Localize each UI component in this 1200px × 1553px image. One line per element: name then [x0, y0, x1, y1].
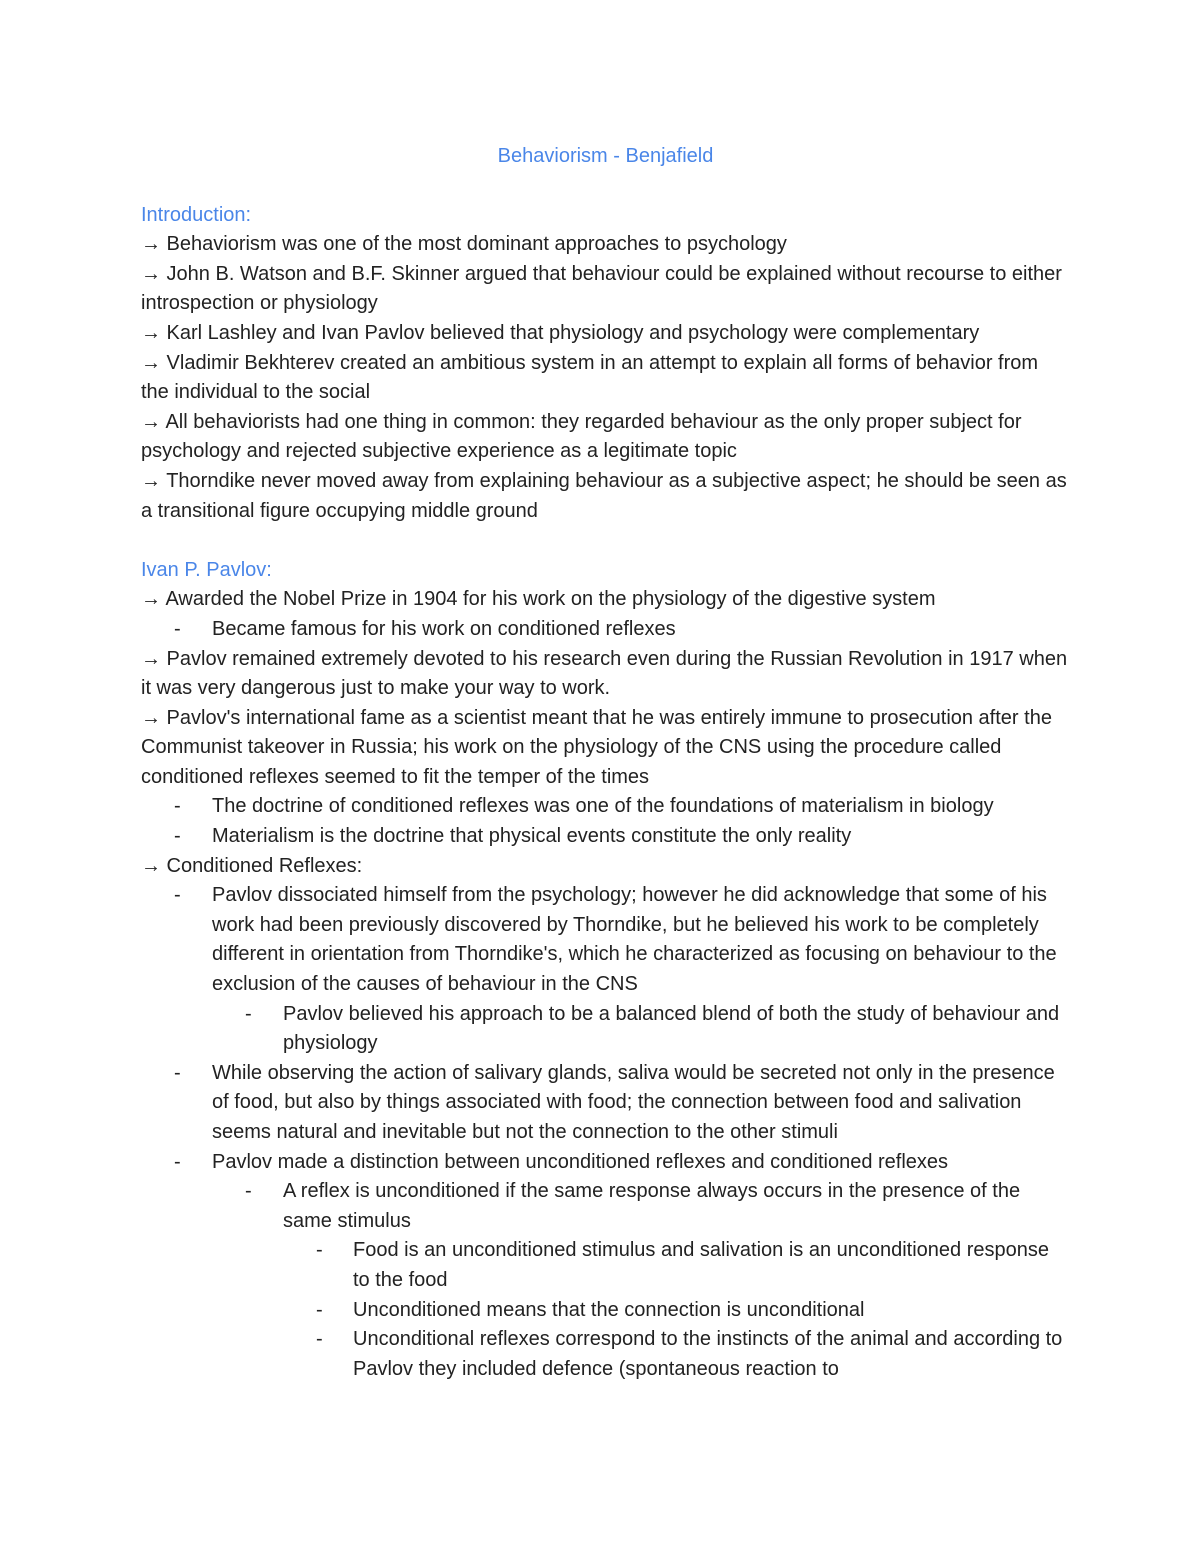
sub-list-item	[141, 881, 1070, 999]
introduction-section	[141, 201, 1070, 527]
sub-list-item-text: A reflex is unconditioned if the same response always occurs in the presence of the same stimulus	[283, 1180, 1021, 1232]
bullet-dash: -	[174, 617, 181, 640]
section-heading-pavlov: Ivan P. Pavlov:	[141, 558, 272, 581]
sub-list	[141, 792, 1070, 851]
sub-list-item	[141, 1236, 1070, 1295]
sub-list-item-text: Food is an unconditioned stimulus and salivation is an unconditioned response to the food	[353, 1239, 1050, 1291]
section-heading-introduction: Introduction:	[141, 203, 252, 226]
sub-list-item	[141, 1000, 1070, 1059]
sub-list-item	[141, 1296, 1070, 1326]
sub-list-item	[141, 1148, 1070, 1178]
sub-list-item-text: Pavlov made a distinction between unconditioned reflexes and conditioned reflexes	[212, 1150, 949, 1173]
sub-list-item	[141, 822, 1070, 852]
bullet-dash: -	[174, 1150, 181, 1173]
intro-item: → Thorndike never moved away from explaining behaviour as a subjective aspect; he should be seen as a transitional figure occupying middle ground	[141, 469, 1067, 522]
bullet-dash: -	[174, 795, 181, 818]
bullet-dash: -	[245, 1180, 252, 1203]
pavlov-item: → Conditioned Reflexes:	[141, 854, 363, 877]
bullet-dash: -	[245, 1002, 252, 1025]
intro-item: → All behaviorists had one thing in common: they regarded behaviour as the only proper subject for psychology and rejected subjective experience as a legitimate topic	[141, 410, 1022, 463]
bullet-dash: -	[316, 1239, 323, 1262]
sub-list-item-text: The doctrine of conditioned reflexes was one of the foundations of materialism in biology	[212, 795, 994, 818]
pavlov-item: → Awarded the Nobel Prize in 1904 for his work on the physiology of the digestive system	[141, 588, 936, 611]
sub-list-item	[141, 1059, 1070, 1148]
intro-item: → Karl Lashley and Ivan Pavlov believed that physiology and psychology were complementary	[141, 321, 980, 344]
intro-item: → Behaviorism was one of the most dominant approaches to psychology	[141, 233, 787, 256]
sub-list-item	[141, 1325, 1070, 1384]
sub-list	[141, 615, 1070, 645]
sub-list-item-text: Unconditioned means that the connection is unconditional	[353, 1298, 865, 1321]
sub-list-item-text: Unconditional reflexes correspond to the instincts of the animal and according to Pavlov they included defence (spontaneous reaction to	[353, 1328, 1063, 1380]
bullet-dash: -	[174, 825, 181, 848]
intro-item: → John B. Watson and B.F. Skinner argued that behaviour could be explained without recourse to either introspection or physiology	[141, 262, 1062, 315]
sub-list	[141, 881, 1070, 1384]
sub-list-item-text: Pavlov believed his approach to be a balanced blend of both the study of behaviour and physiology	[283, 1002, 1060, 1055]
sub-list-item-text: While observing the action of salivary glands, saliva would be secreted not only in the presence of food, but also by things associated with food; the connection between food and salivation seems natural and inevitable but not the connection to the other stimuli	[212, 1061, 1055, 1143]
bullet-dash: -	[174, 1061, 181, 1084]
sub-list-item-text: Materialism is the doctrine that physical events constitute the only reality	[212, 825, 852, 848]
sub-list-item-text: Became famous for his work on conditioned reflexes	[212, 617, 676, 640]
sub-list-item-text: Pavlov dissociated himself from the psychology; however he did acknowledge that some of his work had been previously discovered by Thorndike, but he believed his work to be completely different in orientation from Thorndike's, which he characterized as focusing on behaviour to the exclusion of the causes of behaviour in the CNS	[212, 884, 1057, 996]
intro-item: → Vladimir Bekhterev created an ambitious system in an attempt to explain all forms of behavior from the individual to the social	[141, 351, 1039, 404]
pavlov-item: → Pavlov remained extremely devoted to his research even during the Russian Revolution in 1917 when it was very dangerous just to make your way to work.	[141, 647, 1068, 700]
sub-list-item	[141, 792, 1070, 822]
bullet-dash: -	[316, 1328, 323, 1351]
pavlov-item: → Pavlov's international fame as a scientist meant that he was entirely immune to prosecution after the Communist takeover in Russia; his work on the physiology of the CNS using the procedure called conditioned reflexes seemed to fit the temper of the times	[141, 706, 1052, 788]
sub-list-item	[141, 615, 1070, 645]
sub-list-item	[141, 1177, 1070, 1236]
bullet-dash: -	[316, 1298, 323, 1321]
bullet-dash: -	[174, 884, 181, 907]
pavlov-section	[141, 556, 1070, 1385]
document-title: Behaviorism - Benjafield	[497, 145, 714, 167]
